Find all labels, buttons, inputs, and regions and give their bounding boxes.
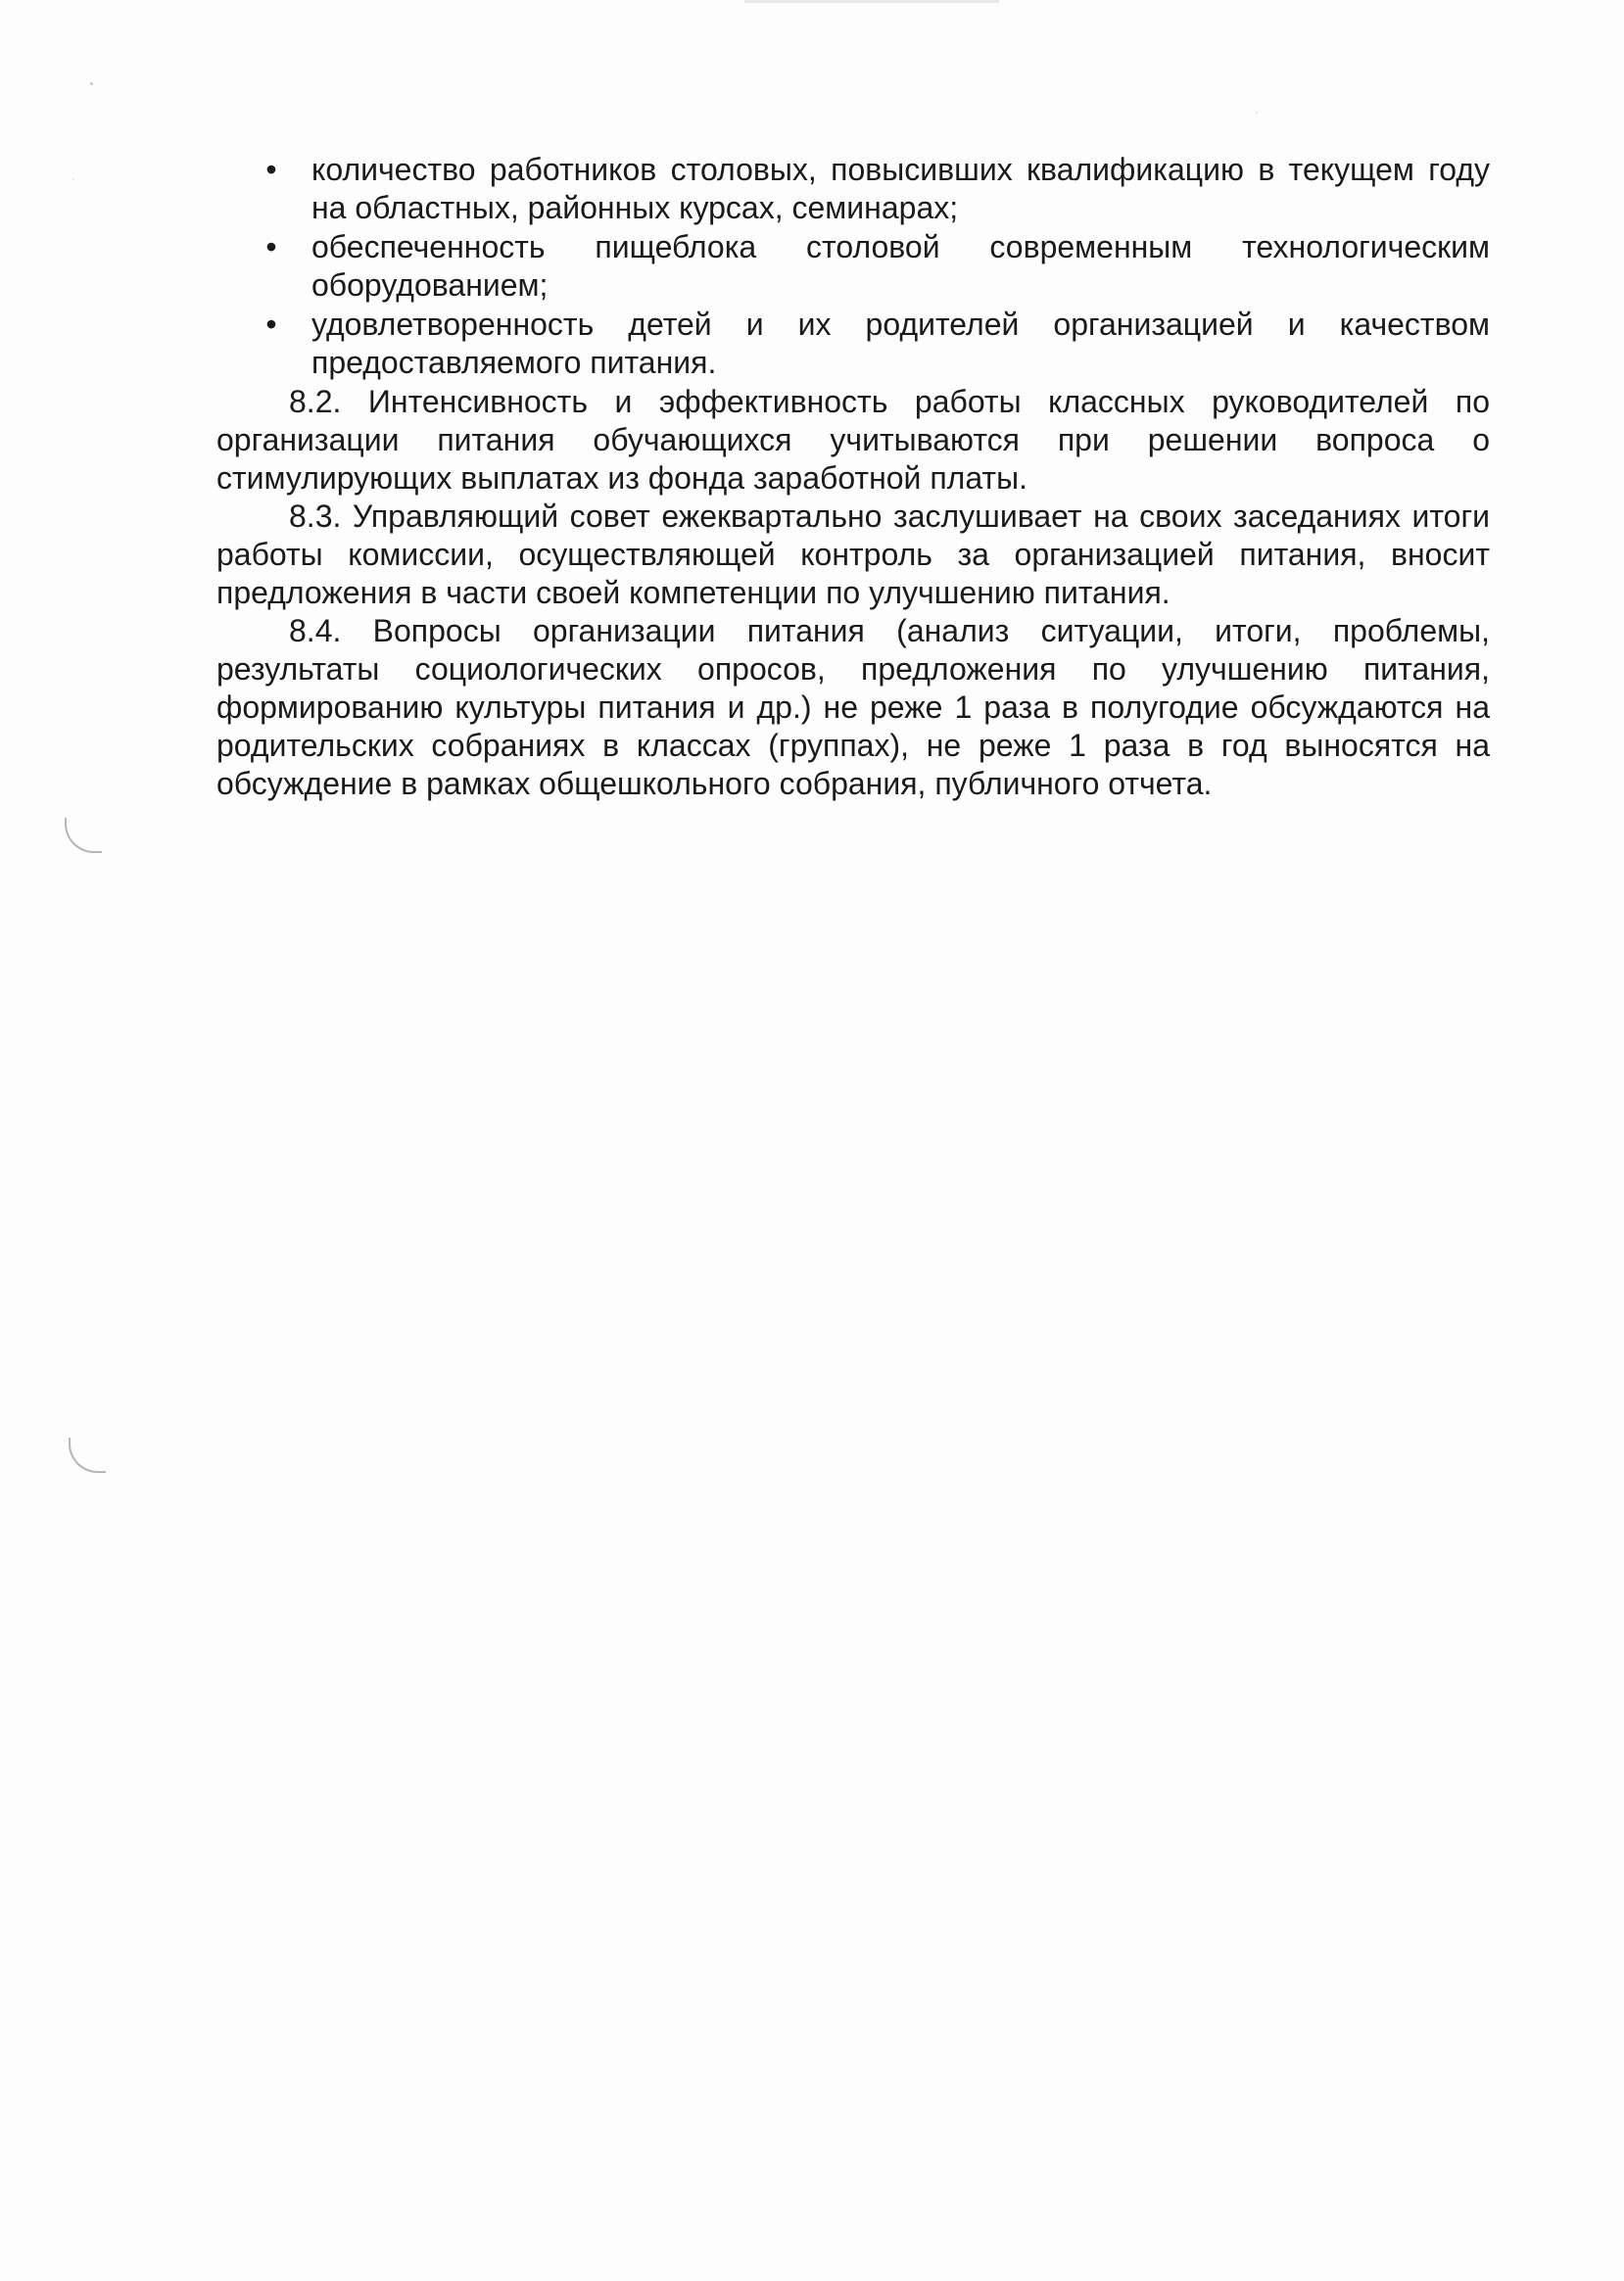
list-item [216, 228, 1490, 305]
paragraph-8-2: 8.2. Интенсивность и эффективность работы классных руководителей по организации питания обучающихся учитываются при решении вопроса о стимулирующих выплатах из фонда заработной платы. [216, 384, 1490, 496]
list-item-text: количество работников столовых, повысивших квалификацию в текущем году на областных, районных курсах, семинарах; [311, 152, 1490, 225]
document-body [216, 151, 1490, 803]
paragraph-8-4: 8.4. Вопросы организации питания (анализ ситуации, итоги, проблемы, результаты социологических опросов, предложения по улучшению питания, формированию культуры питания и др.) не реже 1 раза в полугодие обсуждаются на родительских собраниях в классах (группах), не реже 1 раза в год выносятся на обсуждение в рамках общешкольного собрания, публичного отчета. [216, 613, 1490, 801]
scan-speck [1256, 112, 1258, 114]
bullet-list [216, 151, 1490, 382]
hole-punch-mark [69, 1438, 106, 1473]
scan-speck [90, 82, 93, 85]
bullet-icon: • [265, 229, 277, 264]
bullet-icon: • [265, 307, 277, 342]
list-item [216, 151, 1490, 227]
scan-edge-shadow [744, 0, 999, 3]
hole-punch-mark [65, 818, 102, 853]
list-item [216, 306, 1490, 382]
list-item-text: удовлетворенность детей и их родителей организацией и качеством предоставляемого питания. [311, 307, 1490, 380]
paragraph-8-3: 8.3. Управляющий совет ежеквартально заслушивает на своих заседаниях итоги работы комиссии, осуществляющей контроль за организацией питания, вносит предложения в части своей компетенции по улучшению питания. [216, 499, 1490, 610]
scan-speck [72, 178, 74, 180]
bullet-icon: • [265, 152, 277, 187]
list-item-text: обеспеченность пищеблока столовой современным технологическим оборудованием; [311, 229, 1490, 303]
